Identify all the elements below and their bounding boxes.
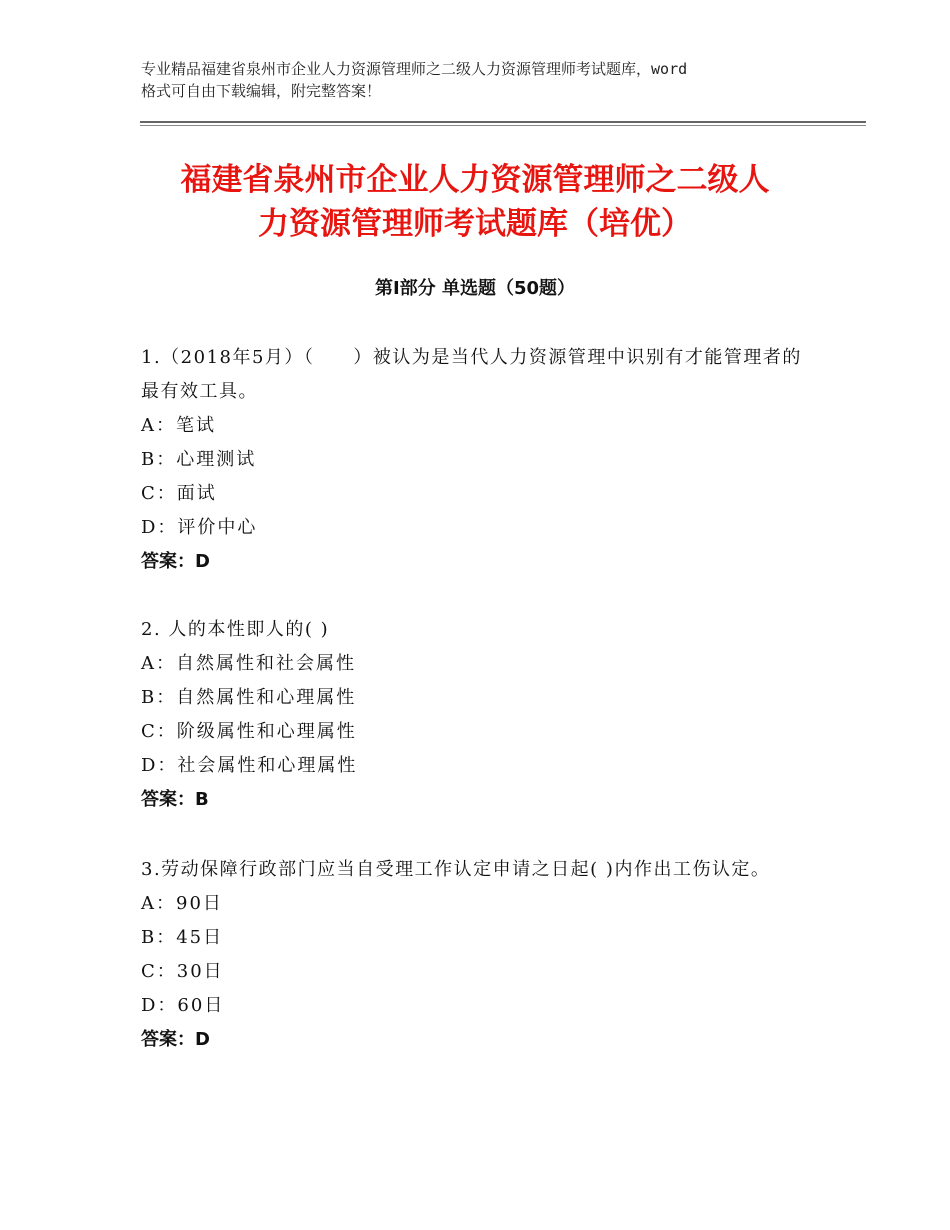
- option-a: A：自然属性和社会属性: [141, 653, 356, 674]
- answer: 答案：D: [141, 1029, 210, 1050]
- option-a: A：笔试: [141, 415, 216, 436]
- question-stem: 2. 人的本性即人的( ): [141, 619, 330, 640]
- option-c: C：阶级属性和心理属性: [141, 721, 357, 742]
- header-divider-thin: [140, 125, 866, 126]
- option-c: C：面试: [141, 483, 217, 504]
- option-b: B：自然属性和心理属性: [141, 687, 357, 708]
- question-stem: 3.劳动保障行政部门应当自受理工作认定申请之日起( )内作出工伤认定。: [141, 859, 771, 880]
- section-heading: 第Ⅰ部分 单选题（50题）: [374, 278, 575, 299]
- document-title-line-2: 力资源管理师考试题库（培优）: [258, 206, 692, 242]
- option-c: C：30日: [141, 961, 224, 982]
- header-divider-thick: [140, 121, 866, 123]
- header-note: [141, 58, 831, 102]
- document-title-line-1: 福建省泉州市企业人力资源管理师之二级人: [180, 162, 770, 198]
- question-3: [141, 853, 821, 1057]
- answer: 答案：B: [141, 789, 209, 810]
- option-a: A：90日: [141, 893, 223, 914]
- question-stem: 1.（2018年5月）（ ）被认为是当代人力资源管理中识别有才能管理者的最有效工具。: [141, 347, 802, 402]
- question-1: [141, 341, 821, 579]
- question-2: [141, 613, 821, 817]
- document-title: [120, 158, 830, 246]
- option-b: B：心理测试: [141, 449, 257, 470]
- option-d: D：60日: [141, 995, 225, 1016]
- header-note-line-1: 专业精品福建省泉州市企业人力资源管理师之二级人力资源管理师考试题库，word: [141, 60, 688, 78]
- option-b: B：45日: [141, 927, 224, 948]
- answer: 答案：D: [141, 551, 210, 572]
- option-d: D：评价中心: [141, 517, 258, 538]
- option-d: D：社会属性和心理属性: [141, 755, 358, 776]
- header-note-line-2: 格式可自由下载编辑，附完整答案！: [141, 82, 382, 100]
